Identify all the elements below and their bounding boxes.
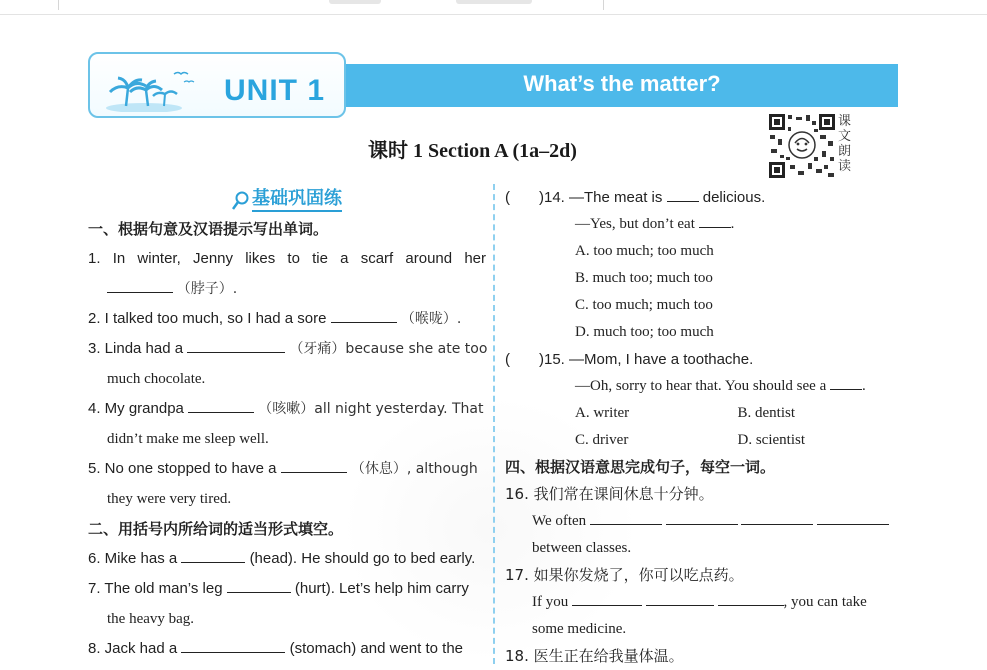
answer-blank[interactable] bbox=[666, 508, 738, 525]
section-heading bbox=[88, 184, 486, 210]
answer-blank[interactable] bbox=[331, 306, 397, 323]
question-15 bbox=[505, 346, 900, 373]
unit-heading bbox=[224, 74, 325, 108]
qr-label-char: 读 bbox=[838, 159, 852, 174]
question-text: , you can take bbox=[783, 594, 867, 610]
question-4 bbox=[88, 394, 486, 424]
question-text: 3. Linda had a bbox=[88, 340, 184, 357]
answer-blank[interactable] bbox=[181, 636, 285, 653]
option-c: C. too much; much too bbox=[575, 297, 713, 313]
hint-text: （休息）, although bbox=[350, 461, 478, 477]
question-text: delicious. bbox=[702, 189, 766, 206]
question-8 bbox=[88, 634, 486, 664]
answer-blank[interactable] bbox=[667, 185, 699, 202]
qr-label-char: 文 bbox=[838, 129, 852, 144]
question-7 bbox=[88, 574, 486, 604]
question-14-reply bbox=[505, 211, 900, 238]
qr-label-char: 朗 bbox=[838, 144, 852, 159]
question-text: (hurt). Let’s help him carry bbox=[294, 580, 469, 597]
worksheet-page bbox=[0, 14, 987, 663]
unit-title-bar bbox=[346, 64, 898, 107]
toolbar-button[interactable] bbox=[456, 0, 532, 4]
question-text: (stomach) and went to the bbox=[289, 640, 464, 657]
answer-blank[interactable] bbox=[572, 589, 642, 606]
option-b: B. much too; much too bbox=[575, 270, 713, 286]
left-column bbox=[88, 184, 486, 664]
section-title: 基础巩固练 bbox=[252, 188, 342, 212]
answer-blank[interactable] bbox=[718, 589, 784, 606]
answer-blank[interactable] bbox=[227, 576, 291, 593]
question-text: . bbox=[730, 216, 735, 232]
question-17: 17. 如果你发烧了，你可以吃点药。 bbox=[505, 566, 744, 584]
question-17-answer bbox=[505, 589, 900, 616]
answer-blank[interactable] bbox=[281, 456, 347, 473]
part-title: 一、根据句意及汉语提示写出单词。 bbox=[88, 220, 329, 238]
question-7-cont: the heavy bag. bbox=[107, 611, 195, 627]
question-16-answer bbox=[505, 508, 900, 535]
question-text: )15. —Mom, I have a toothache. bbox=[539, 351, 754, 368]
option-b: B. dentist bbox=[737, 405, 796, 421]
question-16-cont: between classes. bbox=[532, 540, 632, 556]
unit-word: UNIT bbox=[224, 74, 298, 107]
question-text: 4. My grandpa bbox=[88, 400, 184, 417]
qr-label-char: 课 bbox=[838, 114, 852, 129]
question-17-cont: some medicine. bbox=[532, 621, 627, 637]
question-text: If you bbox=[532, 594, 569, 610]
right-column bbox=[505, 184, 900, 670]
question-14 bbox=[505, 184, 900, 211]
hint-text: （喉咙）. bbox=[400, 311, 462, 327]
answer-blank[interactable] bbox=[107, 276, 173, 293]
option-a: A. too much; too much bbox=[575, 243, 714, 259]
answer-blank[interactable] bbox=[181, 546, 245, 563]
question-16: 16. 我们常在课间休息十分钟。 bbox=[505, 485, 714, 503]
hint-text: （牙痛）because she ate too bbox=[289, 341, 488, 357]
answer-blank[interactable] bbox=[646, 589, 714, 606]
question-5 bbox=[88, 454, 486, 484]
question-text: 2. I talked too much, so I had a sore bbox=[88, 310, 327, 327]
question-text: . bbox=[861, 378, 866, 394]
option-a: A. writer bbox=[575, 405, 630, 421]
magnifier-icon bbox=[232, 191, 250, 211]
answer-blank[interactable] bbox=[830, 373, 862, 390]
hint-text: （脖子）. bbox=[176, 281, 238, 297]
option-c: C. driver bbox=[575, 432, 629, 448]
question-3 bbox=[88, 334, 486, 364]
question-2 bbox=[88, 304, 486, 334]
question-text: (head). He should go to bed early. bbox=[249, 550, 476, 567]
palm-island-icon bbox=[104, 68, 214, 112]
answer-paren[interactable]: ( bbox=[505, 351, 510, 368]
question-15-reply bbox=[505, 373, 900, 400]
column-divider bbox=[493, 184, 495, 664]
answer-paren[interactable]: ( bbox=[505, 189, 510, 206]
toolbar-separator bbox=[603, 0, 604, 10]
question-1 bbox=[88, 244, 486, 274]
options-row bbox=[505, 427, 900, 454]
answer-blank[interactable] bbox=[590, 508, 662, 525]
question-3-cont: much chocolate. bbox=[107, 371, 206, 387]
question-text: 8. Jack had a bbox=[88, 640, 178, 657]
answer-blank[interactable] bbox=[741, 508, 813, 525]
answer-blank[interactable] bbox=[699, 211, 731, 228]
part-title: 二、用括号内所给词的适当形式填空。 bbox=[88, 520, 344, 538]
answer-blank[interactable] bbox=[188, 396, 254, 413]
toolbar-separator bbox=[58, 0, 59, 10]
option-d: D. much too; too much bbox=[575, 324, 714, 340]
question-text: 7. The old man’s leg bbox=[88, 580, 223, 597]
question-text: 6. Mike has a bbox=[88, 550, 178, 567]
options-row bbox=[505, 400, 900, 427]
question-text: 5. No one stopped to have a bbox=[88, 460, 277, 477]
answer-blank[interactable] bbox=[817, 508, 889, 525]
answer-blank[interactable] bbox=[187, 336, 285, 353]
question-text: )14. —The meat is bbox=[539, 189, 663, 206]
question-text: —Oh, sorry to hear that. You should see a bbox=[575, 378, 827, 394]
unit-badge bbox=[88, 52, 346, 118]
toolbar-button[interactable] bbox=[329, 0, 381, 4]
lesson-title: 课时 1 Section A (1a–2d) bbox=[368, 140, 577, 162]
question-6 bbox=[88, 544, 486, 574]
question-1-cont bbox=[88, 274, 486, 304]
question-5-cont: they were very tired. bbox=[107, 491, 232, 507]
hint-text: （咳嗽）all night yesterday. That bbox=[258, 401, 484, 417]
option-d: D. scientist bbox=[737, 432, 805, 448]
qr-code-icon[interactable] bbox=[768, 113, 836, 179]
question-text: We often bbox=[532, 513, 587, 529]
viewer-toolbar bbox=[0, 0, 987, 15]
part-title: 四、根据汉语意思完成句子，每空一词。 bbox=[505, 458, 776, 476]
unit-title: What’s the matter? bbox=[523, 71, 721, 96]
question-text: —Yes, but don’t eat bbox=[575, 216, 695, 232]
qr-label bbox=[838, 114, 852, 174]
question-18: 18. 医生正在给我量体温。 bbox=[505, 647, 684, 665]
question-text: 1. In winter, Jenny likes to tie a scarf around her bbox=[88, 250, 486, 267]
question-4-cont: didn’t make me sleep well. bbox=[107, 431, 269, 447]
unit-number: 1 bbox=[307, 74, 326, 107]
